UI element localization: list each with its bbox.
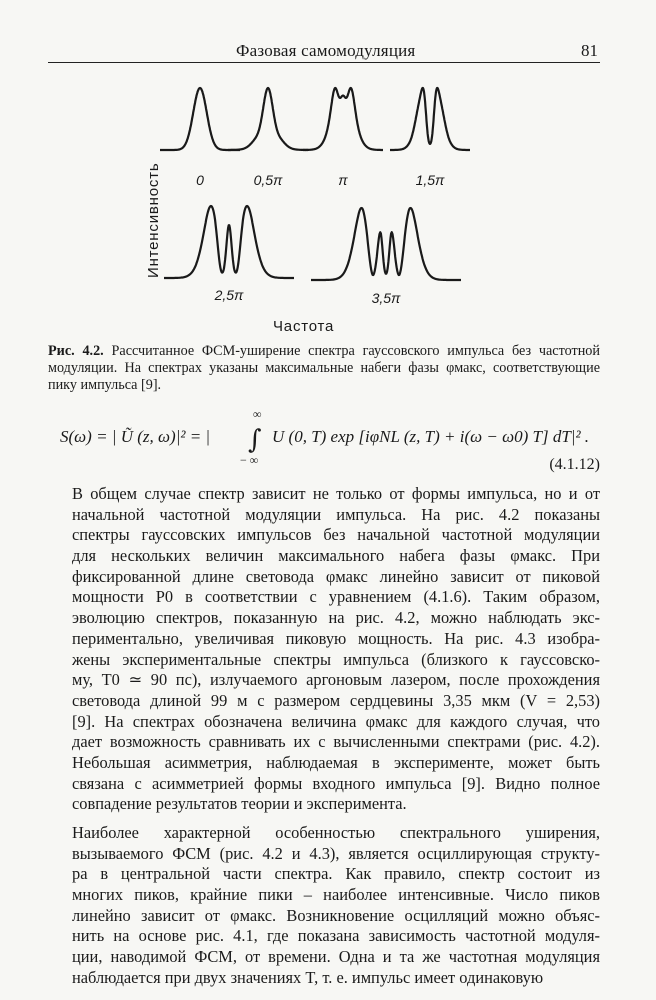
paragraph-1 xyxy=(48,484,600,815)
text-line: начальной частотной модуляции импульса. На рис. 4.2 показаны xyxy=(72,504,600,524)
phase-label: 3,5π xyxy=(371,290,401,306)
text-line: фиксированной длине световода φмакс линейно зависит от пиковой xyxy=(72,566,600,586)
phase-label: 0 xyxy=(196,172,204,188)
equation-integrand: U (0, T) exp [iφNL (z, T) + i(ω − ω0) T] dT|² . xyxy=(272,427,590,446)
text-line: му, T0 ≃ 90 пс), излучаемого аргоновым лазером, после прохождения xyxy=(72,670,600,690)
equation-lhs: S(ω) = | Ũ (z, ω)|² = | xyxy=(60,427,211,446)
spectrum-curve xyxy=(160,88,240,150)
spectrum-curve xyxy=(164,206,294,278)
figure-xlabel: Частота xyxy=(273,318,335,335)
text-line: световода длиной 99 м с размером сердцевины 3,35 мкм (V = 2,53) xyxy=(72,690,600,710)
text-line: совпадение результатов теории и эксперимента. xyxy=(72,794,407,814)
running-header-title: Фазовая самомодуляция xyxy=(236,41,416,60)
equation-4-1-12 xyxy=(60,407,600,480)
phase-label: 1,5π xyxy=(415,172,445,188)
caption-text: Рассчитанное ФСМ-уширение спектра гауссовского импульса без частотной модуляции. На спектрах указаны максимальные набеги фазы φмакс, соответствующие пику импульса [9]. xyxy=(48,343,600,393)
text-line: ра в центральной части спектра. Как правило, спектр состоит из xyxy=(72,864,600,884)
text-line: связана с асимметрией формы входного импульса [9]. Видно полное xyxy=(72,773,600,793)
integral-sign: ∫ xyxy=(248,425,262,455)
phase-label: π xyxy=(338,172,348,188)
text-line: наблюдается при двух значениях T, т. е. импульс имеет одинаковую xyxy=(72,967,544,987)
equation-number: (4.1.12) xyxy=(549,456,600,473)
spectrum-curve xyxy=(228,88,308,150)
text-line: нить на основе рис. 4.1, где показана зависимость частотной модуля- xyxy=(72,926,600,946)
text-line: Наиболее характерной особенностью спектрального уширения, xyxy=(72,823,600,842)
text-line: дает возможность сравнивать их с вычисленными спектрами (рис. 4.2). xyxy=(72,732,600,752)
paragraph-2 xyxy=(48,823,600,989)
text-line: ции, наводимой ФСМ, от времени. Одна и та же частотная модуляция xyxy=(72,947,600,967)
figure-caption xyxy=(48,343,600,394)
phase-label: 2,5π xyxy=(214,287,244,303)
integral-lower-limit: − ∞ xyxy=(240,453,259,467)
text-line: вызываемого ФСМ (рис. 4.2 и 4.3), является осциллирующая структу- xyxy=(72,843,600,863)
spm-spectra-figure xyxy=(0,0,656,340)
spectra-curves xyxy=(160,88,470,306)
text-line: периментально, увеличивая пиковую мощность. На рис. 4.3 изобра- xyxy=(72,628,600,648)
spectrum-curve xyxy=(303,88,383,150)
text-line: линейно зависит от φмакс. Возникновение осцилляций можно объяс- xyxy=(72,905,600,925)
figure-ylabel: Интенсивность xyxy=(145,162,162,278)
text-line: многих пиков, крайние пики – наиболее интенсивные. Число пиков xyxy=(72,885,600,905)
caption-label: Рис. 4.2. xyxy=(48,343,104,359)
spectrum-curve xyxy=(390,88,470,150)
spectrum-curve xyxy=(311,208,461,280)
body-text xyxy=(48,484,600,989)
text-line: В общем случае спектр зависит не только от формы импульса, но и от xyxy=(72,484,600,503)
text-line: мощности P0 в соответствии с уравнением (4.1.6). Таким образом, xyxy=(72,587,600,607)
phase-label: 0,5π xyxy=(253,172,283,188)
integral-upper-limit: ∞ xyxy=(253,407,262,421)
text-line: Небольшая асимметрия, наблюдаемая в эксперименте, может быть xyxy=(72,752,600,772)
page-number: 81 xyxy=(581,41,598,60)
text-line: жены экспериментальные спектры импульса (близкого к гауссовско- xyxy=(72,649,600,669)
text-line: для нескольких величин максимального набега фазы φмакс. При xyxy=(72,546,600,566)
text-line: [9]. На спектрах обозначена величина φмакс для каждого случая, что xyxy=(72,711,600,731)
text-line: спектры гауссовских импульсов без начальной частотной модуляции xyxy=(72,525,600,545)
text-line: эволюцию спектров, показанную на рис. 4.2, можно наблюдать экс- xyxy=(72,608,600,628)
